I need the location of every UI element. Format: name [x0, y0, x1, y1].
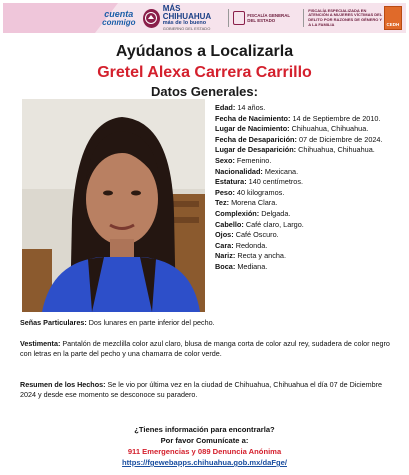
detail-value: Delgada.	[261, 208, 291, 218]
badge-label: CEDH	[386, 22, 400, 27]
detail-row	[215, 103, 405, 114]
detail-label: Estatura:	[215, 177, 247, 187]
general-data-list	[215, 103, 405, 273]
mas-chihuahua-logo	[163, 5, 225, 32]
resumen-hechos	[20, 380, 392, 400]
detail-value: Morena Clara.	[231, 198, 278, 208]
detail-row	[215, 135, 405, 146]
detail-value: Mediana.	[237, 261, 268, 271]
detail-value: 40 kilogramos.	[236, 187, 285, 197]
detail-label: Nacionalidad:	[215, 166, 263, 176]
resumen-value: Se le vio por última vez en la ciudad de Chihuahua, Chihuahua el día 07 de Diciembre 2024 y desde ese momento se desconoce su paradero.	[20, 380, 382, 399]
detail-value: Chihuahua, Chihuahua.	[291, 124, 369, 134]
headline: Ayúdanos a Localizarla	[115, 43, 294, 60]
senas-particulares	[20, 318, 392, 328]
detail-value: 140 centímetros.	[248, 177, 304, 187]
detail-row	[215, 188, 405, 199]
detail-row	[215, 198, 405, 209]
footer-call: Por favor Comunícate a:	[160, 436, 249, 445]
footer-report-link[interactable]: https://fgewebapps.chihuahua.gob.mx/daFge/	[122, 458, 287, 467]
detail-value: Café claro, Largo.	[245, 219, 304, 229]
vestimenta-value: Pantalón de mezclilla color azul claro, blusa de manga corta de color azul rey, sudadera de color negro con letras en la parte del pecho y una chamarra de color verde.	[20, 339, 390, 358]
footer-question: ¿Tienes información para encontrarla?	[134, 425, 275, 434]
detail-row	[215, 145, 405, 156]
detail-row	[215, 167, 405, 178]
cuenta-conmigo-logo	[99, 10, 139, 27]
header-banner	[3, 3, 406, 33]
mas-logo-line1: MÁS CHIHUAHUA	[162, 3, 212, 22]
detail-row	[215, 124, 405, 135]
detail-value: Femenino.	[236, 155, 272, 165]
missing-person-name: Gretel Alexa Carrera Carrillo	[97, 64, 312, 81]
resumen-label: Resumen de los Hechos:	[20, 380, 106, 389]
detail-label: Peso:	[215, 187, 235, 197]
detail-label: Boca:	[215, 261, 236, 271]
detail-label: Ojos:	[215, 230, 234, 240]
cedh-badge	[384, 6, 402, 30]
detail-label: Edad:	[215, 103, 236, 112]
detail-value: Recta y ancha.	[237, 251, 286, 261]
header-divider	[228, 9, 229, 27]
detail-row	[215, 262, 405, 273]
detail-label: Nariz:	[215, 251, 236, 261]
detail-row	[215, 230, 405, 241]
cuenta-logo-line2: conmigo	[102, 17, 136, 27]
vestimenta	[20, 339, 392, 359]
fiscalia-shield-icon	[233, 11, 245, 25]
detail-label: Fecha de Nacimiento:	[215, 113, 291, 123]
footer-emergency-numbers: 911 Emergencias y 089 Denuncia Anónima	[127, 447, 282, 456]
detail-row	[215, 156, 405, 167]
detail-label: Lugar de Nacimiento:	[215, 124, 290, 134]
detail-value: 07 de Diciembre de 2024.	[298, 134, 383, 144]
detail-label: Cara:	[215, 240, 234, 250]
detail-row	[215, 251, 405, 262]
state-seal-icon	[143, 9, 160, 28]
missing-person-photo	[22, 99, 205, 312]
detail-label: Sexo:	[215, 155, 235, 165]
detail-value: Redonda.	[235, 240, 268, 250]
detail-row	[215, 209, 405, 220]
senas-value: Dos lunares en parte inferior del pecho.	[88, 318, 215, 327]
detail-label: Cabello:	[215, 219, 244, 229]
fiscalia-especializada-text: FISCALÍA ESPECIALIZADA EN ATENCIÓN A MUJERES VÍCTIMAS DEL DELITO POR RAZONES DE GÉNERO Y A LA FAMILIA	[308, 7, 383, 27]
detail-value: 14 de Septiembre de 2010.	[292, 113, 381, 123]
mas-logo-line3: GOBIERNO DEL ESTADO	[162, 26, 211, 32]
detail-label: Lugar de Desaparición:	[215, 145, 297, 155]
detail-row	[215, 114, 405, 125]
senas-label: Señas Particulares:	[20, 318, 87, 327]
vestimenta-label: Vestimenta:	[20, 339, 61, 348]
detail-row	[215, 177, 405, 188]
detail-row	[215, 241, 405, 252]
fiscalia-logo	[233, 11, 299, 25]
detail-value: Café Oscuro.	[235, 230, 279, 240]
cuenta-logo-line1: cuenta	[104, 8, 134, 19]
detail-label: Tez:	[215, 198, 230, 208]
detail-value: 14 años.	[237, 103, 266, 112]
mas-logo-line2: más de lo bueno	[162, 20, 207, 27]
detail-value: Chihuahua, Chihuahua.	[298, 145, 375, 155]
detail-label: Fecha de Desaparición:	[215, 134, 297, 144]
detail-row	[215, 220, 405, 231]
fiscalia-text: FISCALÍA GENERAL DEL ESTADO	[247, 12, 290, 23]
detail-value: Mexicana.	[264, 166, 299, 176]
section-title: Datos Generales:	[151, 84, 258, 99]
detail-label: Complexión:	[215, 208, 260, 218]
header-divider	[303, 9, 304, 27]
